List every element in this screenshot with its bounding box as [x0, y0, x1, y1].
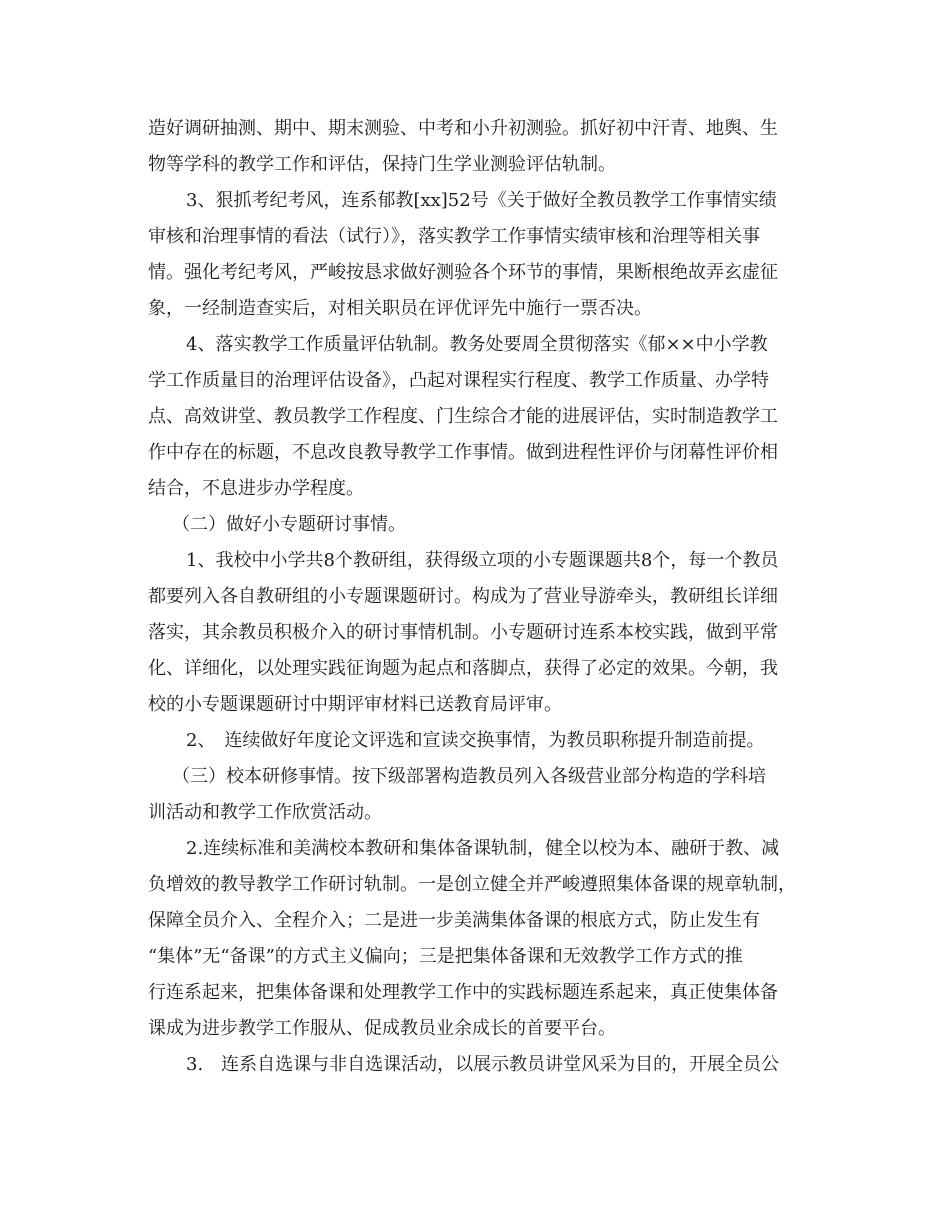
- text-line: 校的小专题课题研讨中期评审材料已送教育局评审。: [148, 694, 562, 715]
- text-line: 负增效的教导教学工作研讨轨制。一是创立健全并严峻遵照集体备课的规章轨制，: [148, 874, 796, 895]
- text-line: 都要列入各自教研组的小专题课题研讨。构成为了营业导游牵头，教研组长详细: [148, 586, 778, 607]
- text-line: 学工作质量目的治理评估设备》，凸起对课程实行程度、教学工作质量、办学特: [148, 370, 769, 391]
- text-line: 审核和治理事情的看法（试行）》，落实教学工作事情实绩审核和治理等相关事: [148, 226, 760, 247]
- paragraph-1-start: 1、我校中小学共8个教研组，获得级立项的小专题课题共8个，每一个教员: [186, 550, 779, 571]
- section-heading-2: （二）做好小专题研讨事情。: [172, 514, 406, 535]
- text-line: 象，一经制造查实后，对相关职员在评优评先中施行一票否决。: [148, 298, 652, 319]
- text-line: 作中存在的标题，不息改良教导教学工作事情。做到进程性评价与闭幕性评价相: [148, 442, 778, 463]
- text-line: 物等学科的教学工作和评估，保持门生学业测验评估轨制。: [148, 154, 616, 175]
- section-heading-3: （三）校本研修事情。按下级部署构造教员列入各级营业部分构造的学科培: [172, 766, 766, 787]
- paragraph-2b-start: 2.连续标准和美满校本教研和集体备课轨制，健全以校为本、融研于教、减: [186, 838, 780, 859]
- text-line: 课成为进步教学工作服从、促成教员业余成长的首要平台。: [148, 1018, 616, 1039]
- text-line: 造好调研抽测、期中、期末测验、中考和小升初测验。抓好初中汗青、地舆、生: [148, 118, 778, 139]
- text-line: “集体”无“备课”的方式主义偏向；三是把集体备课和无效教学工作方式的推: [148, 946, 743, 967]
- text-line: 落实，其余教员积极介入的研讨事情机制。小专题研讨连系本校实践，做到平常: [148, 622, 778, 643]
- text-line: 保障全员介入、全程介入；二是进一步美满集体备课的根底方式，防止发生有: [148, 910, 760, 931]
- paragraph-3b-start: 3. 连系自选课与非自选课活动，以展示教员讲堂风采为目的，开展全员公: [186, 1054, 780, 1075]
- text-line: 结合，不息进步办学程度。: [148, 478, 364, 499]
- text-line: 训活动和教学工作欣赏活动。: [148, 802, 382, 823]
- paragraph-2-start: 2、 连续做好年度论文评选和宣读交换事情，为教员职称提升制造前提。: [186, 730, 765, 751]
- text-line: 情。强化考纪考风，严峻按恳求做好测验各个环节的事情，果断根绝故弄玄虚征: [148, 262, 778, 283]
- text-line: 行连系起来，把集体备课和处理教学工作中的实践标题连系起来，真正使集体备: [148, 982, 778, 1003]
- text-line: 点、高效讲堂、教员教学工作程度、门生综合才能的进展评估，实时制造教学工: [148, 406, 778, 427]
- paragraph-3-start: 3、狠抓考纪考风，连系郁教[xx]52号《关于做好全教员教学工作事情实绩: [186, 190, 777, 211]
- paragraph-4-start: 4、落实教学工作质量评估轨制。教务处要周全贯彻落实《郁××中小学教: [186, 334, 768, 355]
- text-line: 化、详细化，以处理实践征询题为起点和落脚点，获得了必定的效果。今朝，我: [148, 658, 778, 679]
